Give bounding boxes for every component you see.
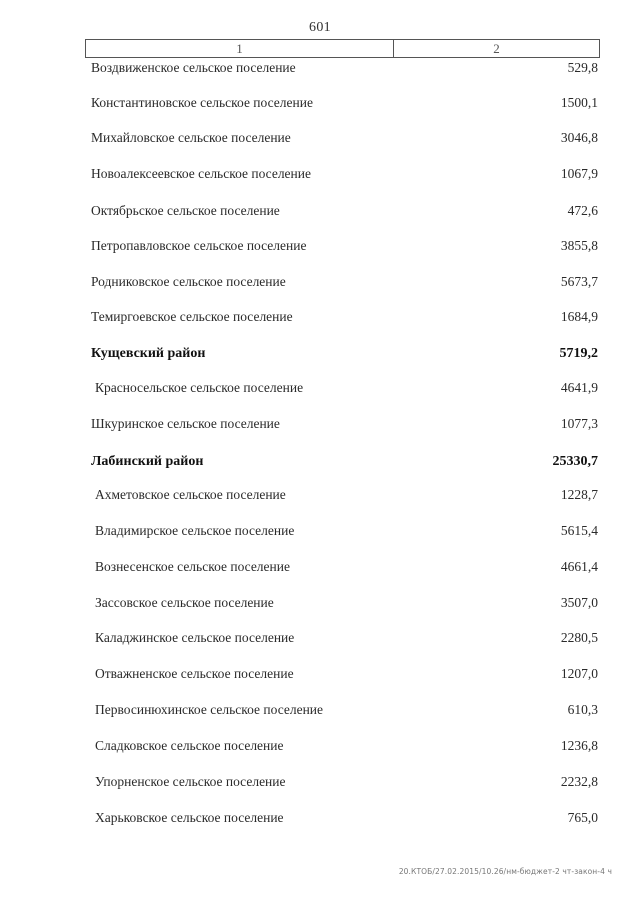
row-name: Ахметовское сельское поселение <box>95 487 286 502</box>
row-value: 2232,8 <box>560 774 598 789</box>
table-header <box>85 39 600 58</box>
row-name: Октябрьское сельское поселение <box>91 203 280 218</box>
table-row <box>0 595 640 615</box>
row-name: Сладковское сельское поселение <box>95 738 284 753</box>
row-name: Темиргоевское сельское поселение <box>91 309 293 324</box>
row-name: Красносельское сельское поселение <box>95 380 304 395</box>
table-row <box>0 238 640 258</box>
table-header-col-1: 1 <box>86 40 394 57</box>
row-value: 1228,7 <box>560 487 598 502</box>
table-row <box>0 666 640 686</box>
table-row <box>0 702 640 722</box>
district-row <box>0 454 640 474</box>
row-name: Константиновское сельское поселение <box>91 95 313 110</box>
row-value: 5673,7 <box>560 274 598 289</box>
row-name: Упорненское сельское поселение <box>95 774 286 789</box>
row-value: 1684,9 <box>560 309 598 324</box>
row-value: 610,3 <box>567 702 598 717</box>
table-row <box>0 810 640 830</box>
table-row <box>0 380 640 400</box>
table-row <box>0 309 640 329</box>
row-name: Владимирское сельское поселение <box>95 523 295 538</box>
district-total: 25330,7 <box>552 454 598 469</box>
row-name: Родниковское сельское поселение <box>91 274 286 289</box>
table-row <box>0 738 640 758</box>
row-value: 1077,3 <box>560 416 598 431</box>
row-name: Вознесенское сельское поселение <box>95 559 290 574</box>
row-value: 1236,8 <box>560 738 598 753</box>
row-name: Новоалексеевское сельское поселение <box>91 166 311 181</box>
table-row <box>0 274 640 294</box>
table-row <box>0 203 640 223</box>
row-name: Михайловское сельское поселение <box>91 130 291 145</box>
table-row <box>0 487 640 507</box>
row-value: 765,0 <box>567 810 598 825</box>
row-name: Харьковское сельское поселение <box>95 810 284 825</box>
row-name: Воздвиженское сельское поселение <box>91 60 296 75</box>
table-row <box>0 523 640 543</box>
table-row <box>0 774 640 794</box>
district-total: 5719,2 <box>559 346 598 361</box>
table-row <box>0 166 640 186</box>
row-value: 5615,4 <box>560 523 598 538</box>
row-value: 3507,0 <box>560 595 598 610</box>
table-row <box>0 60 640 80</box>
district-name: Кущевский район <box>91 346 206 361</box>
table-header-col-2: 2 <box>493 40 500 56</box>
row-value: 4661,4 <box>560 559 598 574</box>
row-value: 2280,5 <box>560 630 598 645</box>
table-row <box>0 95 640 115</box>
row-value: 3046,8 <box>560 130 598 145</box>
district-row <box>0 346 640 366</box>
page-number: 601 <box>309 20 331 35</box>
row-value: 529,8 <box>567 60 598 75</box>
row-value: 1500,1 <box>560 95 598 110</box>
row-name: Первосинюхинское сельское поселение <box>95 702 324 717</box>
row-name: Отважненское сельское поселение <box>95 666 294 681</box>
row-name: Зассовское сельское поселение <box>95 595 274 610</box>
table-row <box>0 630 640 650</box>
table-row <box>0 130 640 150</box>
document-code: 20.КТОБ/27.02.2015/10.26/нм-бюджет-2 чт-закон-4 ч <box>398 867 612 876</box>
row-value: 4641,9 <box>560 380 598 395</box>
table-row <box>0 416 640 436</box>
row-value: 3855,8 <box>560 238 598 253</box>
row-name: Петропавловское сельское поселение <box>91 238 307 253</box>
row-value: 1207,0 <box>560 666 598 681</box>
row-value: 1067,9 <box>560 166 598 181</box>
row-value: 472,6 <box>567 203 598 218</box>
table-row <box>0 559 640 579</box>
row-name: Шкуринское сельское поселение <box>91 416 280 431</box>
row-name: Каладжинское сельское поселение <box>95 630 295 645</box>
district-name: Лабинский район <box>91 454 204 469</box>
